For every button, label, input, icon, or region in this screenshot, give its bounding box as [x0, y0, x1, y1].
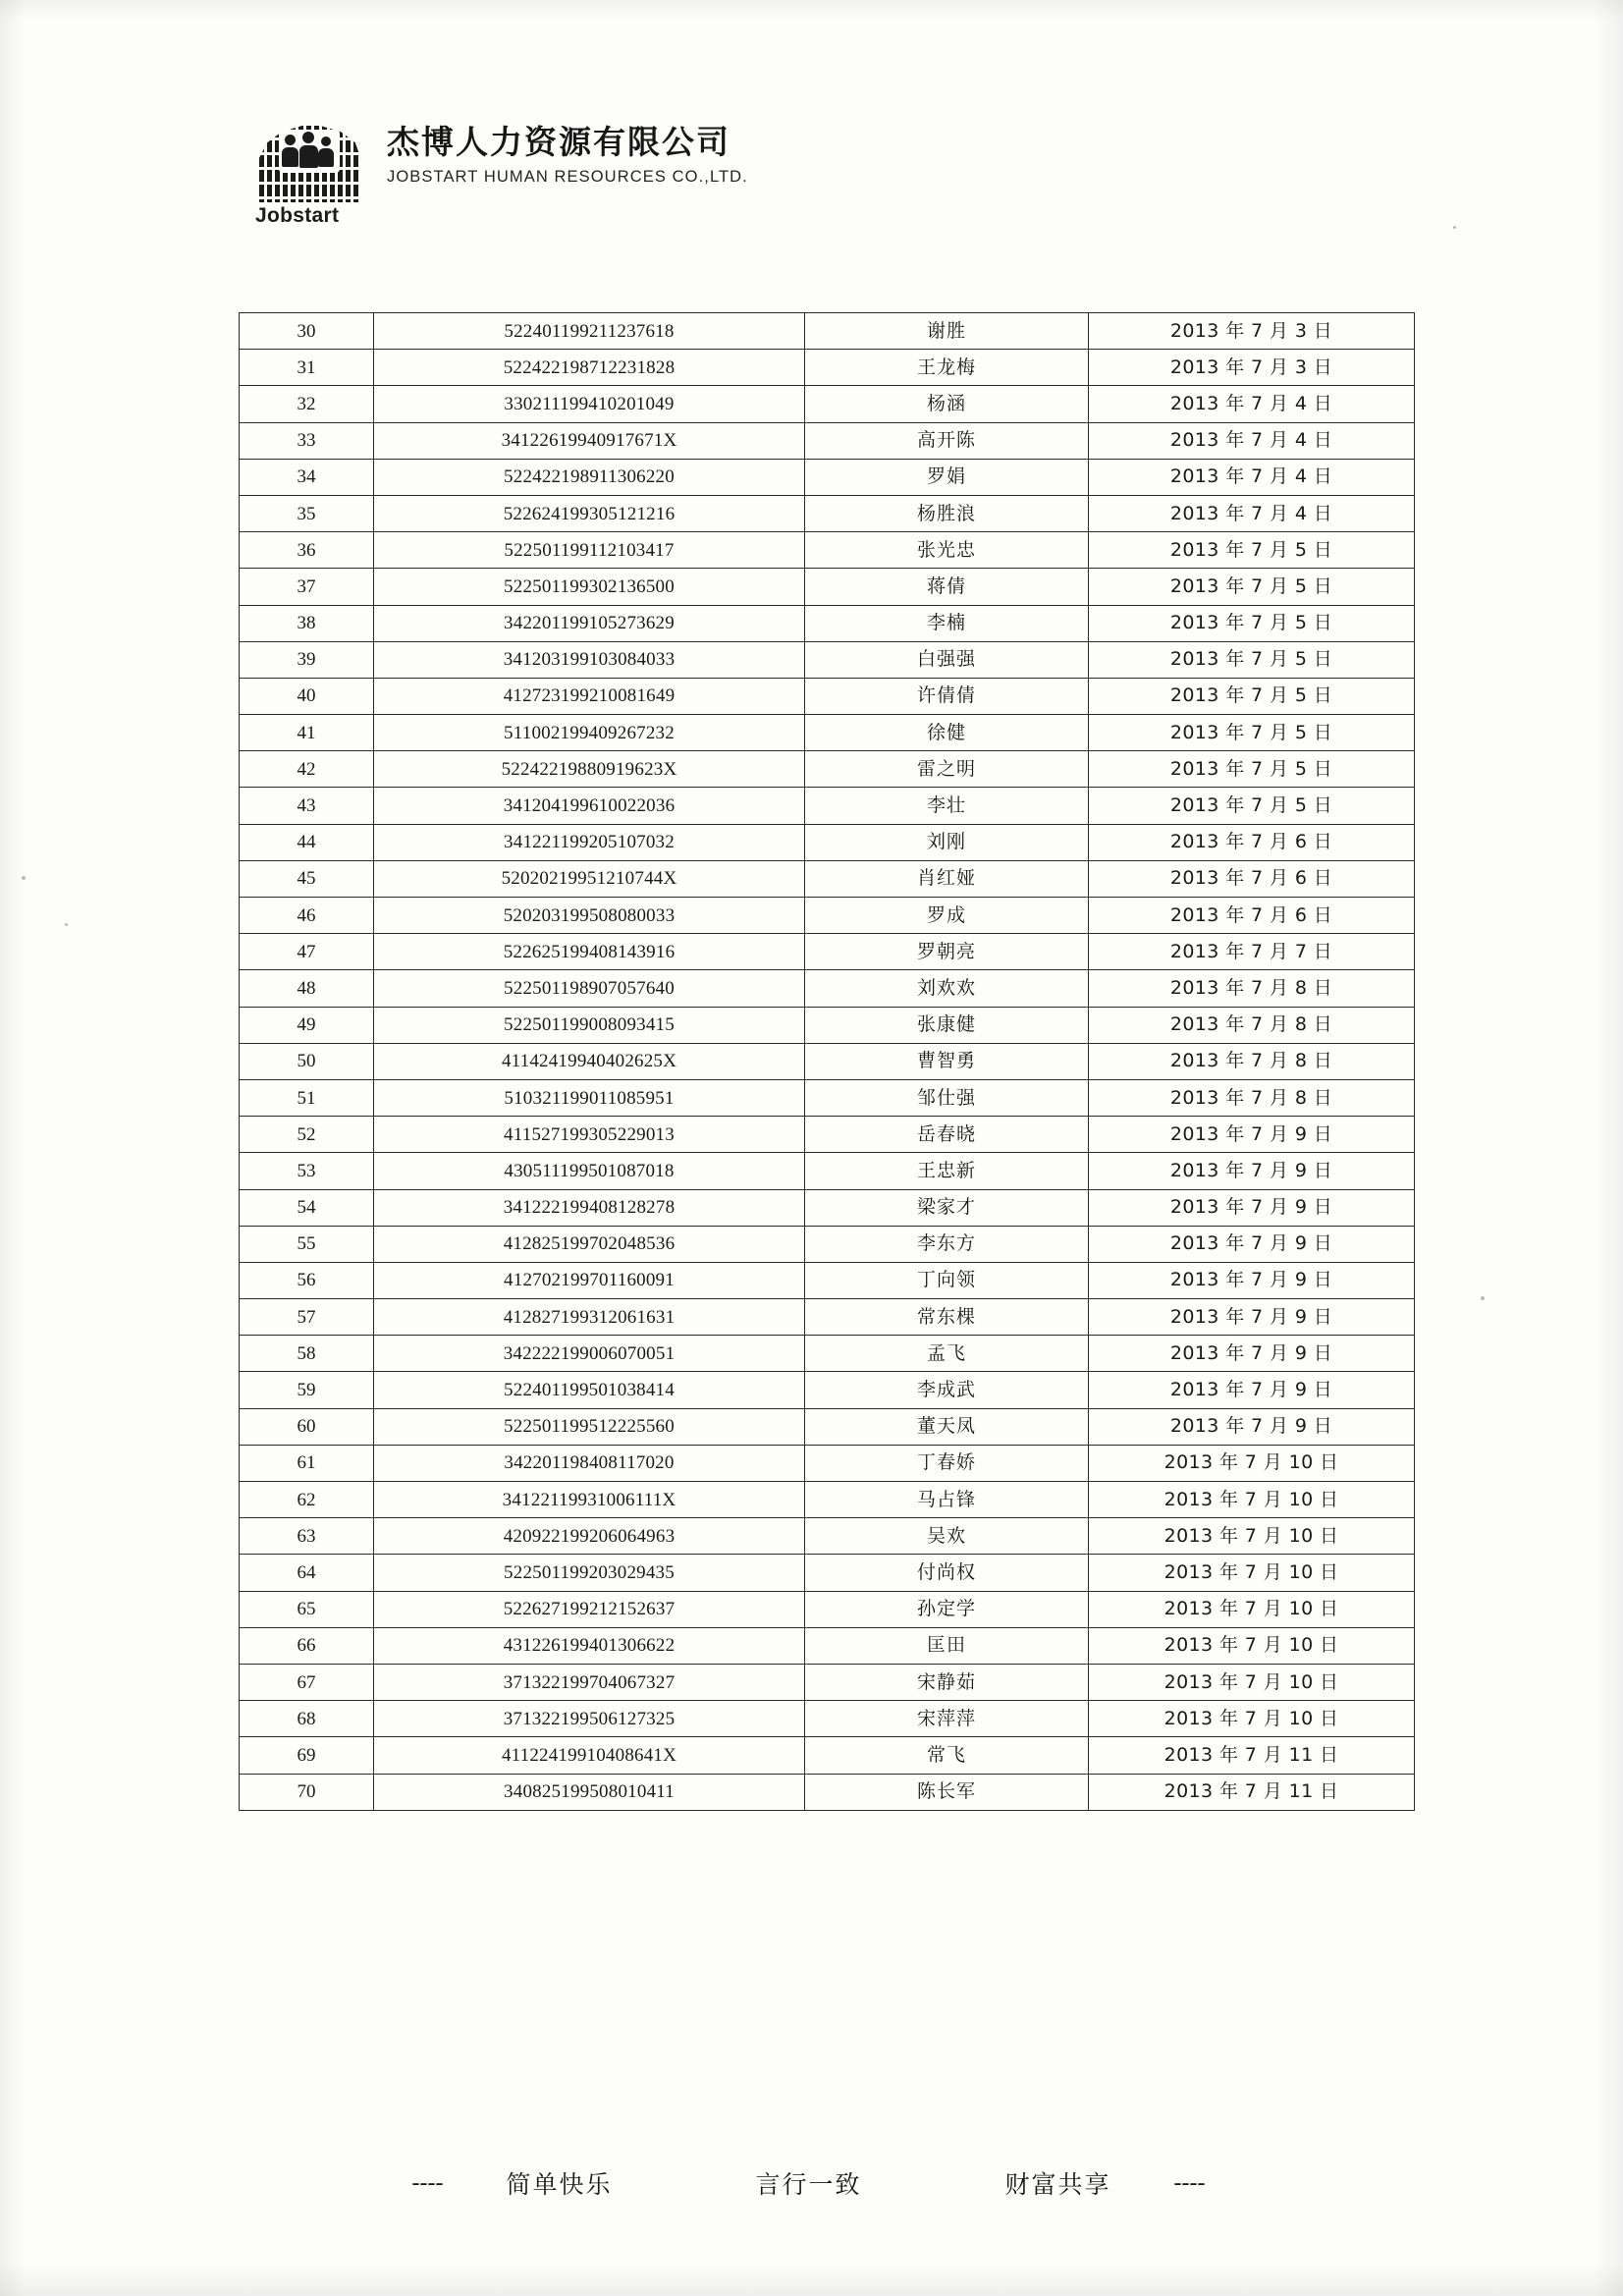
- table-row: [240, 898, 1415, 934]
- row-name-cell: 蒋倩: [805, 569, 1089, 605]
- row-id-number-cell: 342201198408117020: [374, 1445, 805, 1481]
- row-index-cell: 67: [240, 1664, 374, 1700]
- row-id-number-cell: 341203199103084033: [374, 641, 805, 678]
- row-id-number-cell: 412702199701160091: [374, 1262, 805, 1298]
- row-index-cell: 65: [240, 1591, 374, 1627]
- row-index-cell: 39: [240, 641, 374, 678]
- roster-table-container: [239, 312, 1379, 1811]
- row-name-cell: 梁家才: [805, 1189, 1089, 1226]
- row-date-cell: 2013 年 7 月 5 日: [1089, 532, 1415, 569]
- row-id-number-cell: 522501199008093415: [374, 1007, 805, 1043]
- row-index-cell: 48: [240, 970, 374, 1007]
- letterhead: [253, 118, 748, 228]
- row-id-number-cell: 522501199112103417: [374, 532, 805, 569]
- row-id-number-cell: 522422198712231828: [374, 350, 805, 386]
- row-date-cell: 2013 年 7 月 10 日: [1089, 1701, 1415, 1737]
- row-id-number-cell: 522422198911306220: [374, 459, 805, 495]
- row-id-number-cell: 511002199409267232: [374, 715, 805, 751]
- row-name-cell: 罗娟: [805, 459, 1089, 495]
- row-index-cell: 34: [240, 459, 374, 495]
- table-row: [240, 1299, 1415, 1336]
- table-row: [240, 1701, 1415, 1737]
- row-name-cell: 雷之明: [805, 751, 1089, 788]
- row-name-cell: 吴欢: [805, 1518, 1089, 1555]
- row-date-cell: 2013 年 7 月 6 日: [1089, 824, 1415, 860]
- row-date-cell: 2013 年 7 月 9 日: [1089, 1336, 1415, 1372]
- table-row: [240, 350, 1415, 386]
- row-date-cell: 2013 年 7 月 9 日: [1089, 1408, 1415, 1445]
- table-row: [240, 1079, 1415, 1116]
- row-name-cell: 刘欢欢: [805, 970, 1089, 1007]
- row-id-number-cell: 522501198907057640: [374, 970, 805, 1007]
- table-row: [240, 1627, 1415, 1664]
- row-index-cell: 70: [240, 1774, 374, 1810]
- row-id-number-cell: 52242219880919623X: [374, 751, 805, 788]
- row-name-cell: 陈长军: [805, 1774, 1089, 1810]
- row-id-number-cell: 420922199206064963: [374, 1518, 805, 1555]
- row-name-cell: 李东方: [805, 1226, 1089, 1262]
- row-name-cell: 付尚权: [805, 1555, 1089, 1591]
- row-id-number-cell: 340825199508010411: [374, 1774, 805, 1810]
- row-date-cell: 2013 年 7 月 10 日: [1089, 1627, 1415, 1664]
- row-name-cell: 杨胜浪: [805, 495, 1089, 531]
- row-date-cell: 2013 年 7 月 3 日: [1089, 350, 1415, 386]
- table-row: [240, 788, 1415, 824]
- table-row: [240, 751, 1415, 788]
- row-name-cell: 刘刚: [805, 824, 1089, 860]
- row-index-cell: 66: [240, 1627, 374, 1664]
- row-name-cell: 谢胜: [805, 313, 1089, 350]
- scan-speck: [65, 923, 68, 926]
- row-id-number-cell: 341204199610022036: [374, 788, 805, 824]
- row-index-cell: 52: [240, 1117, 374, 1153]
- row-id-number-cell: 522401199211237618: [374, 313, 805, 350]
- row-name-cell: 常飞: [805, 1737, 1089, 1774]
- table-row: [240, 532, 1415, 569]
- row-index-cell: 46: [240, 898, 374, 934]
- table-row: [240, 386, 1415, 422]
- row-index-cell: 41: [240, 715, 374, 751]
- table-row: [240, 641, 1415, 678]
- row-name-cell: 丁春娇: [805, 1445, 1089, 1481]
- row-index-cell: 45: [240, 860, 374, 897]
- row-date-cell: 2013 年 7 月 10 日: [1089, 1664, 1415, 1700]
- table-row: [240, 1189, 1415, 1226]
- row-id-number-cell: 412827199312061631: [374, 1299, 805, 1336]
- table-row: [240, 1774, 1415, 1810]
- table-row: [240, 1007, 1415, 1043]
- row-index-cell: 31: [240, 350, 374, 386]
- row-id-number-cell: 522627199212152637: [374, 1591, 805, 1627]
- table-row: [240, 715, 1415, 751]
- row-index-cell: 36: [240, 532, 374, 569]
- row-name-cell: 董天凤: [805, 1408, 1089, 1445]
- row-index-cell: 35: [240, 495, 374, 531]
- row-index-cell: 51: [240, 1079, 374, 1116]
- row-id-number-cell: 41142419940402625X: [374, 1043, 805, 1079]
- row-date-cell: 2013 年 7 月 10 日: [1089, 1591, 1415, 1627]
- row-date-cell: 2013 年 7 月 6 日: [1089, 898, 1415, 934]
- row-id-number-cell: 41122419910408641X: [374, 1737, 805, 1774]
- row-index-cell: 30: [240, 313, 374, 350]
- company-name-block: [387, 118, 748, 187]
- row-index-cell: 44: [240, 824, 374, 860]
- row-name-cell: 白强强: [805, 641, 1089, 678]
- scan-shadow-right: [1594, 0, 1623, 2296]
- row-index-cell: 59: [240, 1372, 374, 1408]
- scan-speck: [1481, 1296, 1485, 1300]
- table-row: [240, 1226, 1415, 1262]
- row-id-number-cell: 431226199401306622: [374, 1627, 805, 1664]
- row-id-number-cell: 522501199203029435: [374, 1555, 805, 1591]
- row-index-cell: 60: [240, 1408, 374, 1445]
- row-date-cell: 2013 年 7 月 11 日: [1089, 1774, 1415, 1810]
- table-row: [240, 1372, 1415, 1408]
- row-date-cell: 2013 年 7 月 5 日: [1089, 715, 1415, 751]
- row-date-cell: 2013 年 7 月 6 日: [1089, 860, 1415, 897]
- row-index-cell: 53: [240, 1153, 374, 1189]
- row-name-cell: 宋萍萍: [805, 1701, 1089, 1737]
- table-row: [240, 1664, 1415, 1700]
- row-index-cell: 40: [240, 678, 374, 714]
- row-date-cell: 2013 年 7 月 4 日: [1089, 459, 1415, 495]
- row-date-cell: 2013 年 7 月 5 日: [1089, 751, 1415, 788]
- row-date-cell: 2013 年 7 月 11 日: [1089, 1737, 1415, 1774]
- row-date-cell: 2013 年 7 月 9 日: [1089, 1153, 1415, 1189]
- table-row: [240, 1043, 1415, 1079]
- row-name-cell: 张康健: [805, 1007, 1089, 1043]
- row-date-cell: 2013 年 7 月 9 日: [1089, 1117, 1415, 1153]
- row-id-number-cell: 412825199702048536: [374, 1226, 805, 1262]
- row-date-cell: 2013 年 7 月 4 日: [1089, 422, 1415, 459]
- row-date-cell: 2013 年 7 月 5 日: [1089, 788, 1415, 824]
- company-name-chinese: 杰博人力资源有限公司: [387, 123, 730, 161]
- row-date-cell: 2013 年 7 月 10 日: [1089, 1482, 1415, 1518]
- row-index-cell: 58: [240, 1336, 374, 1372]
- table-row: [240, 970, 1415, 1007]
- table-row: [240, 1591, 1415, 1627]
- table-row: [240, 459, 1415, 495]
- row-date-cell: 2013 年 7 月 5 日: [1089, 641, 1415, 678]
- row-index-cell: 32: [240, 386, 374, 422]
- logo-wordmark: Jobstart: [255, 204, 340, 227]
- row-date-cell: 2013 年 7 月 8 日: [1089, 1043, 1415, 1079]
- row-date-cell: 2013 年 7 月 7 日: [1089, 934, 1415, 970]
- row-id-number-cell: 522501199512225560: [374, 1408, 805, 1445]
- scan-shadow-top: [0, 0, 1623, 20]
- table-row: [240, 934, 1415, 970]
- roster-table-body: [240, 313, 1415, 1811]
- row-id-number-cell: 520203199508080033: [374, 898, 805, 934]
- row-name-cell: 肖红娅: [805, 860, 1089, 897]
- row-name-cell: 李成武: [805, 1372, 1089, 1408]
- footer-dash-right: ----: [1173, 2169, 1206, 2196]
- row-index-cell: 64: [240, 1555, 374, 1591]
- table-row: [240, 1336, 1415, 1372]
- footer-slogan-2: 言行一致: [755, 2170, 862, 2199]
- company-logo-icon: [253, 118, 369, 228]
- row-id-number-cell: 342201199105273629: [374, 605, 805, 641]
- row-date-cell: 2013 年 7 月 5 日: [1089, 605, 1415, 641]
- row-date-cell: 2013 年 7 月 3 日: [1089, 313, 1415, 350]
- scan-speck: [22, 876, 26, 880]
- row-index-cell: 47: [240, 934, 374, 970]
- table-row: [240, 422, 1415, 459]
- row-name-cell: 许倩倩: [805, 678, 1089, 714]
- row-date-cell: 2013 年 7 月 9 日: [1089, 1189, 1415, 1226]
- row-index-cell: 68: [240, 1701, 374, 1737]
- table-row: [240, 1445, 1415, 1481]
- row-name-cell: 匡田: [805, 1627, 1089, 1664]
- row-id-number-cell: 52020219951210744X: [374, 860, 805, 897]
- row-date-cell: 2013 年 7 月 9 日: [1089, 1372, 1415, 1408]
- row-name-cell: 罗成: [805, 898, 1089, 934]
- table-row: [240, 1153, 1415, 1189]
- row-date-cell: 2013 年 7 月 9 日: [1089, 1299, 1415, 1336]
- row-index-cell: 50: [240, 1043, 374, 1079]
- row-index-cell: 33: [240, 422, 374, 459]
- table-row: [240, 1518, 1415, 1555]
- table-row: [240, 1408, 1415, 1445]
- row-id-number-cell: 371322199506127325: [374, 1701, 805, 1737]
- row-id-number-cell: 411527199305229013: [374, 1117, 805, 1153]
- row-date-cell: 2013 年 7 月 10 日: [1089, 1445, 1415, 1481]
- row-name-cell: 邹仕强: [805, 1079, 1089, 1116]
- footer-dash-left: ----: [411, 2169, 444, 2196]
- table-row: [240, 1555, 1415, 1591]
- row-id-number-cell: 341222199408128278: [374, 1189, 805, 1226]
- row-date-cell: 2013 年 7 月 4 日: [1089, 386, 1415, 422]
- row-id-number-cell: 522401199501038414: [374, 1372, 805, 1408]
- row-name-cell: 李楠: [805, 605, 1089, 641]
- row-date-cell: 2013 年 7 月 9 日: [1089, 1226, 1415, 1262]
- row-name-cell: 宋静茹: [805, 1664, 1089, 1700]
- row-index-cell: 55: [240, 1226, 374, 1262]
- scan-speck: [1453, 226, 1456, 229]
- row-index-cell: 54: [240, 1189, 374, 1226]
- row-id-number-cell: 330211199410201049: [374, 386, 805, 422]
- row-date-cell: 2013 年 7 月 4 日: [1089, 495, 1415, 531]
- company-name-english: JOBSTART HUMAN RESOURCES CO.,LTD.: [387, 167, 748, 186]
- table-row: [240, 1117, 1415, 1153]
- footer-slogan: [239, 2165, 1379, 2201]
- row-name-cell: 马占锋: [805, 1482, 1089, 1518]
- row-date-cell: 2013 年 7 月 10 日: [1089, 1518, 1415, 1555]
- row-date-cell: 2013 年 7 月 10 日: [1089, 1555, 1415, 1591]
- row-id-number-cell: 34122119931006111X: [374, 1482, 805, 1518]
- row-name-cell: 罗朝亮: [805, 934, 1089, 970]
- row-date-cell: 2013 年 7 月 8 日: [1089, 1007, 1415, 1043]
- row-id-number-cell: 522625199408143916: [374, 934, 805, 970]
- row-id-number-cell: 522624199305121216: [374, 495, 805, 531]
- table-row: [240, 860, 1415, 897]
- row-name-cell: 岳春晓: [805, 1117, 1089, 1153]
- table-row: [240, 1262, 1415, 1298]
- table-row: [240, 605, 1415, 641]
- roster-table: [239, 312, 1415, 1811]
- row-index-cell: 63: [240, 1518, 374, 1555]
- row-index-cell: 62: [240, 1482, 374, 1518]
- row-index-cell: 56: [240, 1262, 374, 1298]
- scan-shadow-left: [0, 0, 26, 2296]
- row-name-cell: 高开陈: [805, 422, 1089, 459]
- row-id-number-cell: 342222199006070051: [374, 1336, 805, 1372]
- row-id-number-cell: 522501199302136500: [374, 569, 805, 605]
- row-date-cell: 2013 年 7 月 5 日: [1089, 678, 1415, 714]
- scan-shadow-bottom: [0, 2263, 1623, 2296]
- row-name-cell: 孙定学: [805, 1591, 1089, 1627]
- row-index-cell: 37: [240, 569, 374, 605]
- table-row: [240, 569, 1415, 605]
- row-index-cell: 69: [240, 1737, 374, 1774]
- table-row: [240, 313, 1415, 350]
- row-id-number-cell: 412723199210081649: [374, 678, 805, 714]
- row-date-cell: 2013 年 7 月 8 日: [1089, 970, 1415, 1007]
- row-id-number-cell: 341221199205107032: [374, 824, 805, 860]
- row-id-number-cell: 34122619940917671X: [374, 422, 805, 459]
- row-index-cell: 57: [240, 1299, 374, 1336]
- row-name-cell: 张光忠: [805, 532, 1089, 569]
- table-row: [240, 824, 1415, 860]
- row-id-number-cell: 510321199011085951: [374, 1079, 805, 1116]
- row-name-cell: 王龙梅: [805, 350, 1089, 386]
- row-name-cell: 曹智勇: [805, 1043, 1089, 1079]
- row-index-cell: 61: [240, 1445, 374, 1481]
- footer-slogan-1: 简单快乐: [506, 2170, 613, 2199]
- row-name-cell: 徐健: [805, 715, 1089, 751]
- row-id-number-cell: 430511199501087018: [374, 1153, 805, 1189]
- table-row: [240, 495, 1415, 531]
- table-row: [240, 1737, 1415, 1774]
- row-index-cell: 49: [240, 1007, 374, 1043]
- table-row: [240, 1482, 1415, 1518]
- row-name-cell: 丁向领: [805, 1262, 1089, 1298]
- row-name-cell: 孟飞: [805, 1336, 1089, 1372]
- row-date-cell: 2013 年 7 月 5 日: [1089, 569, 1415, 605]
- row-date-cell: 2013 年 7 月 8 日: [1089, 1079, 1415, 1116]
- row-name-cell: 王忠新: [805, 1153, 1089, 1189]
- row-id-number-cell: 371322199704067327: [374, 1664, 805, 1700]
- footer-slogan-3: 财富共享: [1004, 2170, 1111, 2199]
- row-date-cell: 2013 年 7 月 9 日: [1089, 1262, 1415, 1298]
- row-index-cell: 38: [240, 605, 374, 641]
- table-row: [240, 678, 1415, 714]
- row-index-cell: 43: [240, 788, 374, 824]
- row-name-cell: 李壮: [805, 788, 1089, 824]
- row-name-cell: 常东棵: [805, 1299, 1089, 1336]
- row-index-cell: 42: [240, 751, 374, 788]
- row-name-cell: 杨涵: [805, 386, 1089, 422]
